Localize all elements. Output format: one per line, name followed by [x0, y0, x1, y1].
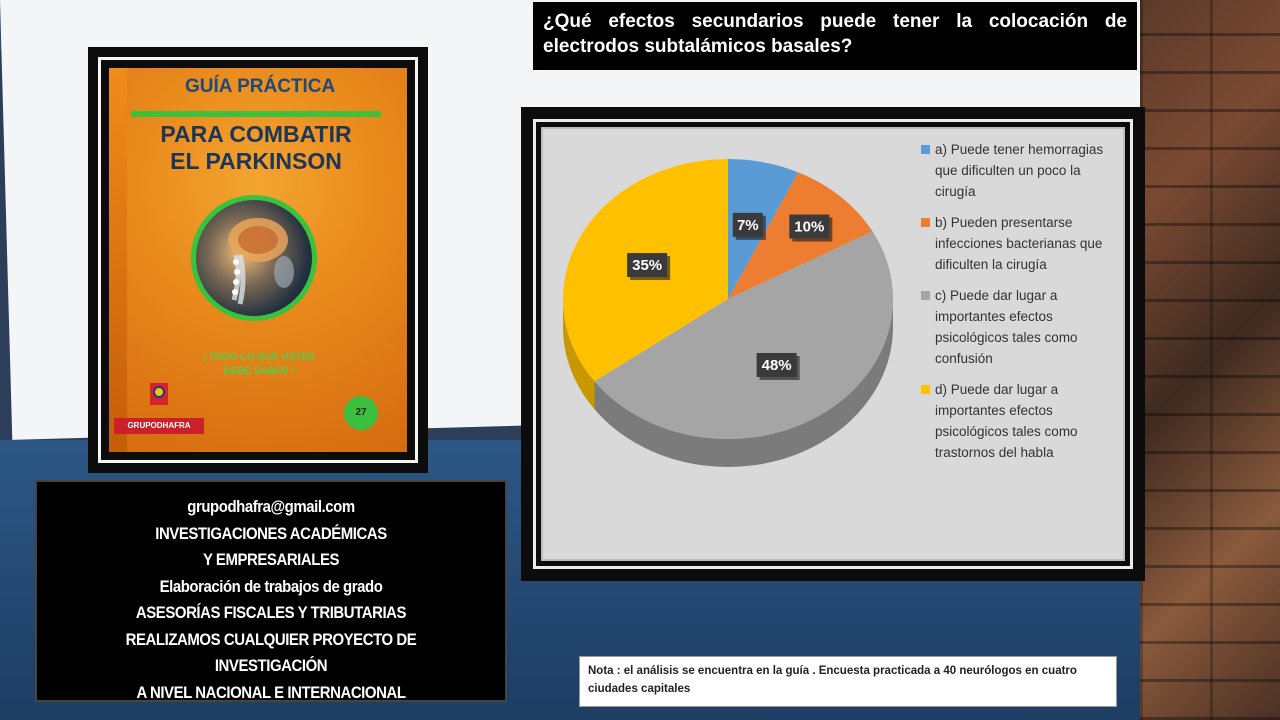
cover-brain-illustration	[191, 195, 317, 321]
book-cover-frame	[88, 47, 428, 473]
legend-item-a	[921, 139, 1121, 202]
legend-swatch	[921, 145, 930, 154]
cover-heading: GUÍA PRÁCTICA	[185, 76, 336, 97]
contact-email: grupodhafra@gmail.com	[187, 497, 355, 516]
cover-title	[131, 121, 381, 175]
data-label-d: 35%	[632, 257, 663, 275]
legend-label: d) Puede dar lugar a importantes efectos psicológicos tales como trastornos del habla	[935, 382, 1078, 460]
legend-label: c) Puede dar lugar a importantes efectos psicológicos tales como confusión	[935, 288, 1078, 366]
cover-title-line1: PARA COMBATIR	[160, 121, 352, 147]
legend-item-b	[921, 212, 1121, 275]
cover-divider	[131, 111, 381, 117]
survey-note: Nota : el análisis se encuentra en la guía . Encuesta practicada a 40 neurólogos en cuatro ciudades capitales	[579, 656, 1117, 707]
cover-tagline: ¡ TODO LO QUE USTED DEBE SABER !	[202, 352, 316, 377]
legend-swatch	[921, 291, 930, 300]
cover-title-line2: EL PARKINSON	[170, 148, 342, 174]
legend-label: a) Puede tener hemorragias que dificulten un poco la cirugía	[935, 142, 1104, 199]
legend-swatch	[921, 385, 930, 394]
data-label-c: 48%	[761, 357, 792, 375]
cover-brand: GRUPODHAFRA	[114, 418, 204, 434]
info-line: INVESTIGACIONES ACADÉMICAS	[155, 523, 387, 543]
pie-chart-panel	[541, 127, 1125, 561]
info-line: ASESORÍAS FISCALES Y TRIBUTARIAS	[135, 603, 407, 622]
brain-spine-icon	[196, 200, 312, 316]
legend-item-c	[921, 285, 1121, 369]
brand-emblem-icon	[150, 383, 168, 405]
info-line: Y EMPRESARIALES	[202, 550, 340, 569]
question-title: ¿Qué efectos secundarios puede tener la colocación de electrodos subtalámicos basales?	[533, 2, 1137, 70]
pie-chart	[543, 129, 903, 529]
data-label-a: 7%	[736, 216, 759, 234]
info-line: A NIVEL NACIONAL E INTERNACIONAL	[136, 682, 406, 702]
legend-swatch	[921, 218, 930, 227]
background-brick-texture	[1140, 0, 1280, 720]
data-label-b: 10%	[794, 218, 825, 236]
services-info-box	[35, 480, 507, 702]
legend-item-d	[921, 379, 1121, 463]
chart-frame	[521, 107, 1145, 581]
cover-page-number: 27	[344, 396, 378, 430]
book-cover	[109, 68, 407, 452]
info-line: REALIZAMOS CUALQUIER PROYECTO DE INVESTIGACIÓN	[125, 629, 417, 675]
info-line: Elaboración de trabajos de grado	[159, 576, 383, 596]
legend-label: b) Pueden presentarse infecciones bacterianas que dificulten la cirugía	[935, 215, 1103, 272]
chart-legend	[921, 139, 1121, 473]
